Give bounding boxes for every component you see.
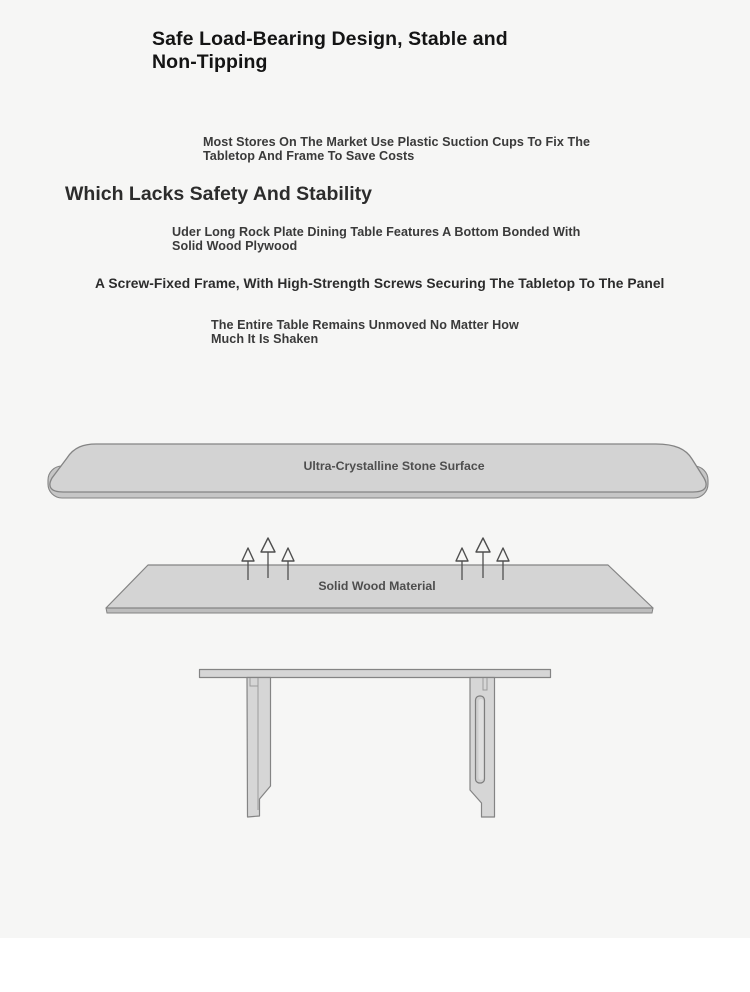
table-frame-illustration [180,650,580,825]
intro-text-line-2: Tabletop And Frame To Save Costs [203,148,415,163]
feature-text-line-2: Solid Wood Plywood [172,238,298,253]
screw-fixed-text: A Screw-Fixed Frame, With High-Strength Screws Securing The Tabletop To The Panel [95,276,665,291]
subheading: Which Lacks Safety And Stability [65,183,373,205]
page-title [152,28,508,74]
table-frame-left-leg [247,678,271,818]
intro-text [203,136,590,164]
feature-text-line-1: Uder Long Rock Plate Dining Table Features A Bottom Bonded With [172,225,581,239]
page-bottom-strip [0,938,750,992]
intro-text-line-1: Most Stores On The Market Use Plastic Suction Cups To Fix The [203,135,590,149]
feature-text [172,226,580,254]
stone-surface-label: Ultra-Crystalline Stone Surface [303,459,485,473]
page-title-line-1: Safe Load-Bearing Design, Stable and [152,28,508,50]
wood-board-edge [106,608,653,613]
shake-text-line-2: Much It Is Shaken [211,331,319,346]
table-frame-top-bar [200,670,551,678]
wood-material-label: Solid Wood Material [318,579,436,593]
shake-text-line-1: The Entire Table Remains Unmoved No Matter How [211,318,519,332]
page-title-line-2: Non-Tipping [152,51,268,73]
shake-text [211,319,519,347]
wood-board-illustration [90,528,670,620]
